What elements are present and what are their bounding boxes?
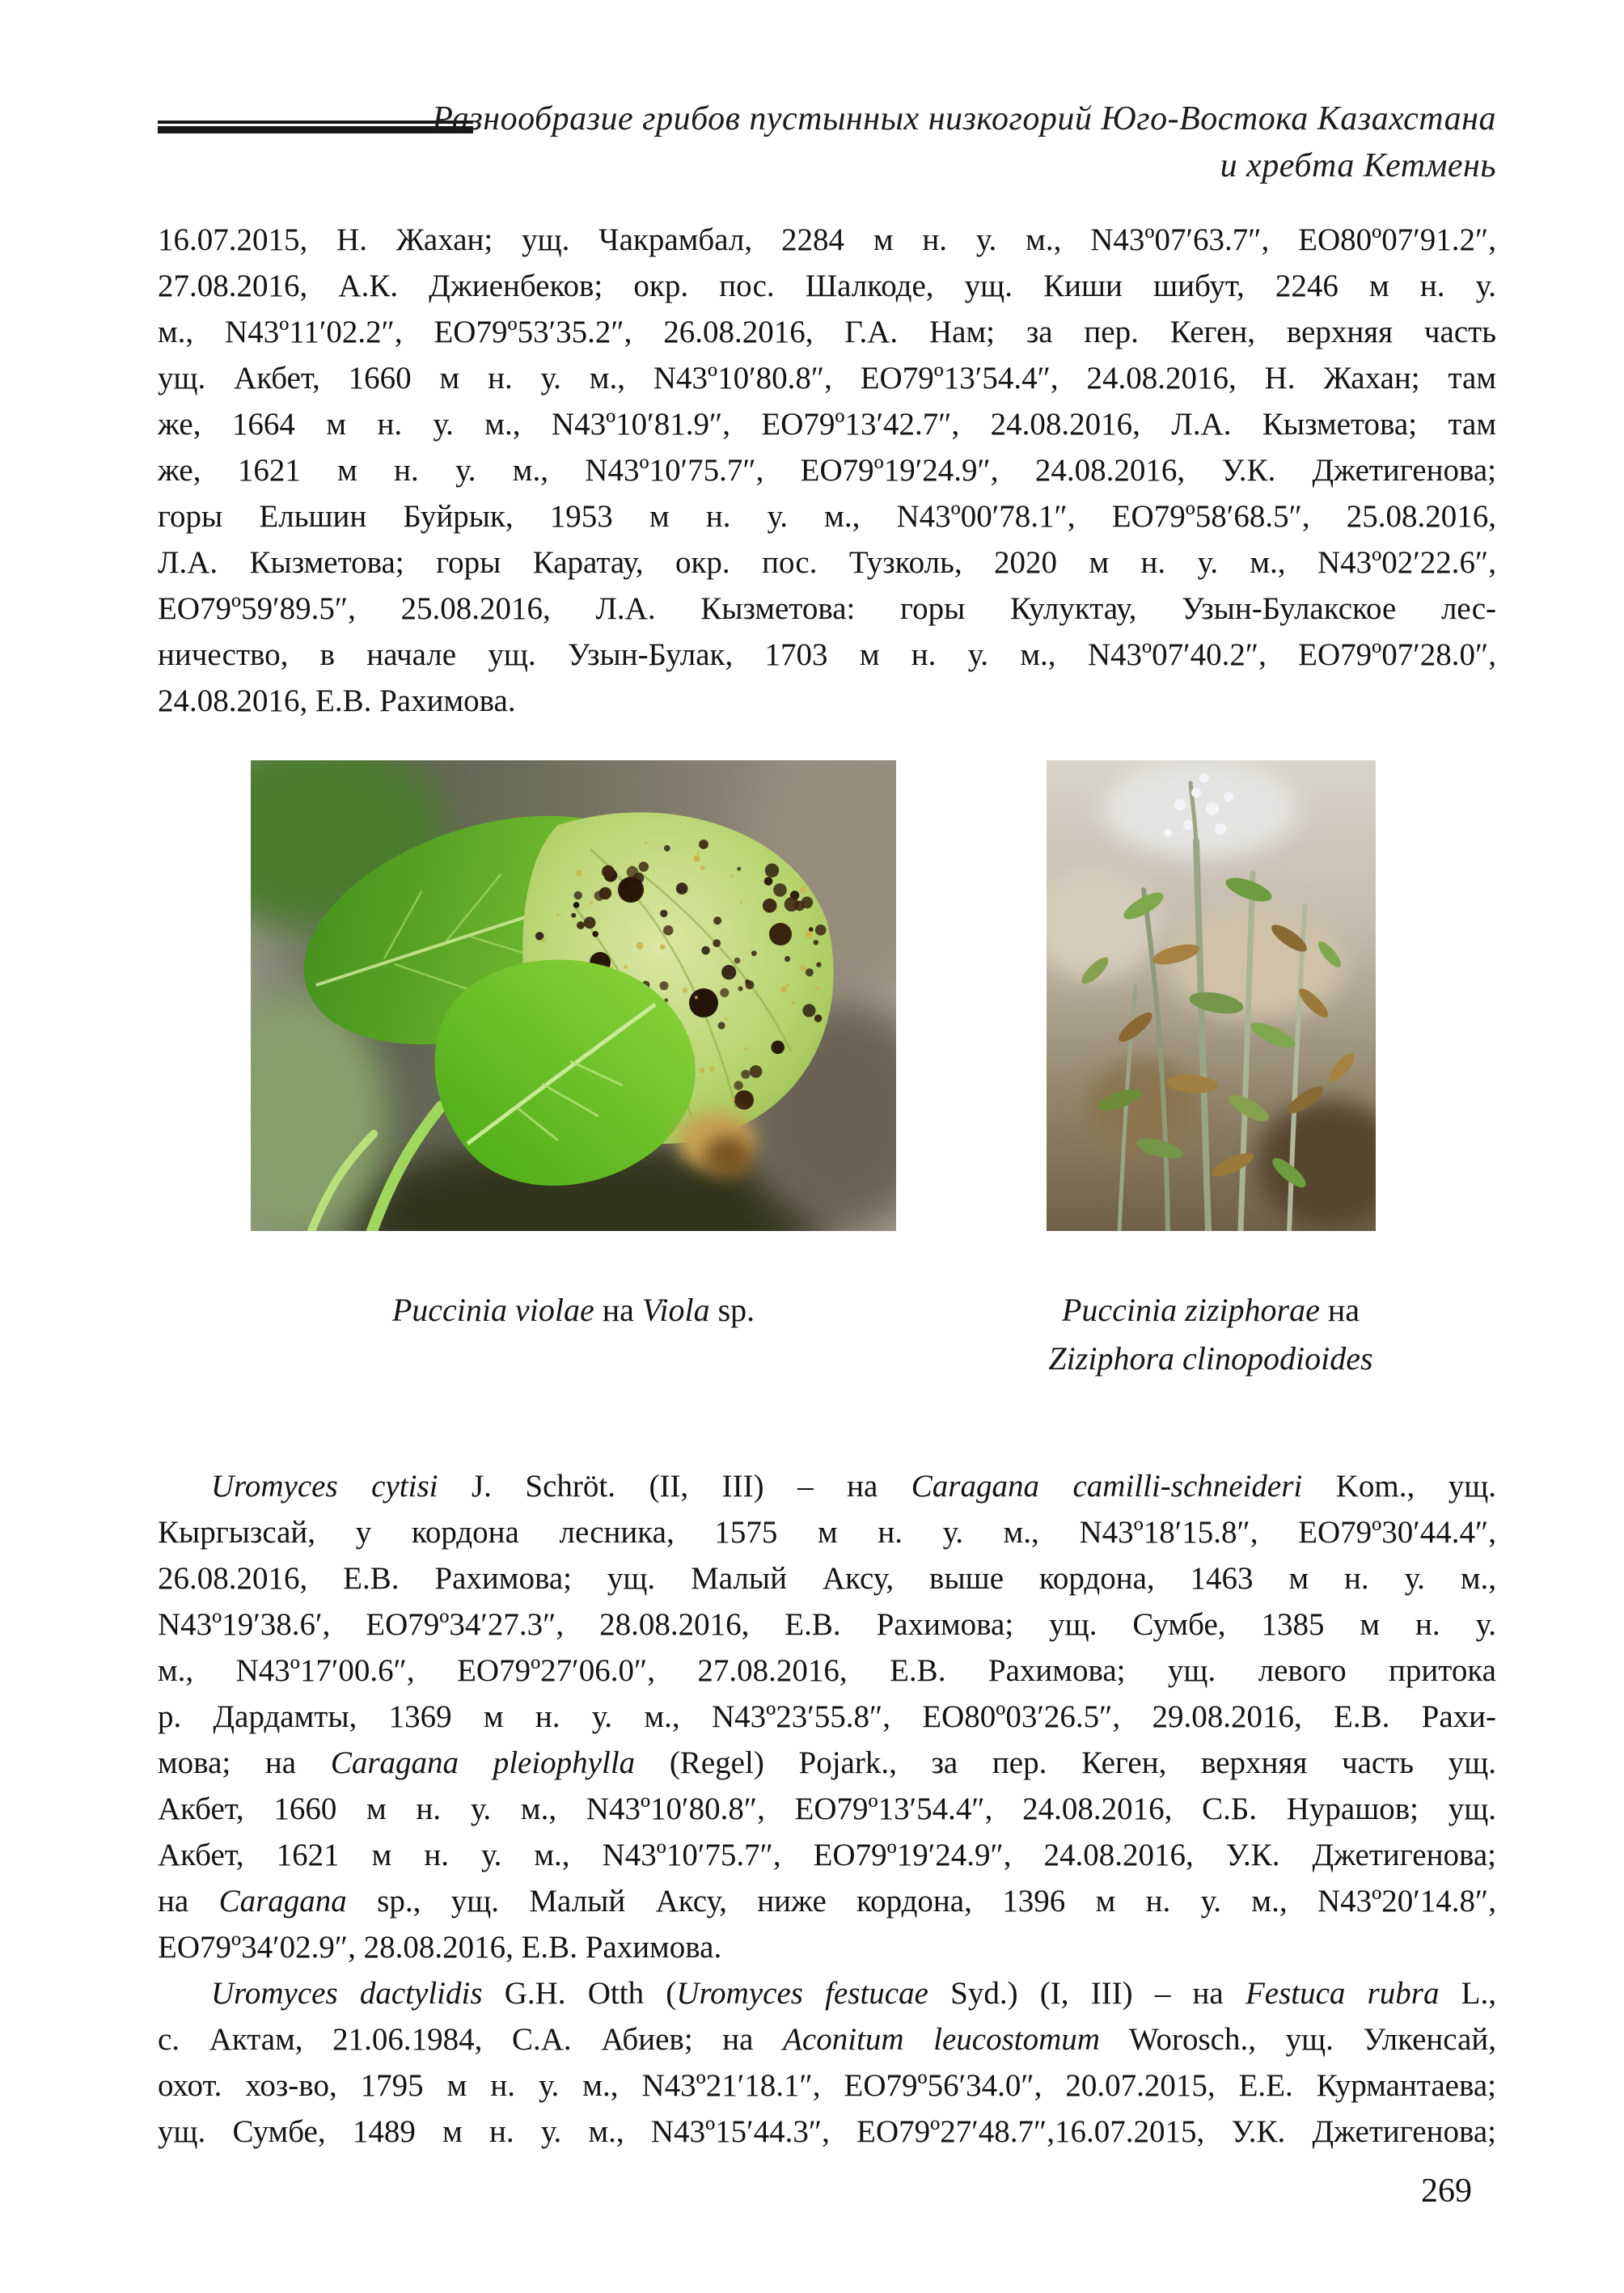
text-line: Uromyces dactylidis G.H. Otth (Uromyces festucae Syd.) (I, III) – на Festuca rubra L., [211, 1976, 1496, 2011]
text-line: Акбет, 1621 м н. у. м., N43º10′75.7″, ЕО79º19′24.9″, 24.08.2016, У.К. Джетигенова; [158, 1838, 1496, 1872]
text-line: же, 1621 м н. у. м., N43º10′75.7″, ЕО79º19′24.9″, 24.08.2016, У.К. Джетигенова; [158, 453, 1496, 488]
text-line: Uromyces cytisi J. Schröt. (II, III) – на Caragana camilli-schneideri Kom., ущ. [211, 1469, 1497, 1504]
header-rule-thick [158, 126, 473, 133]
text-line: охот. хоз-во, 1795 м н. у. м., N43º21′18.1″, ЕО79º56′34.0″, 20.07.2015, Е.Е. Курмантаева; [158, 2068, 1496, 2103]
text-line: м., N43º11′02.2″, ЕО79º53′35.2″, 26.08.2016, Г.А. Нам; за пер. Кеген, верхняя часть [158, 315, 1496, 349]
text-line: на Caragana sp., ущ. Малый Аксу, ниже кордона, 1396 м н. у. м., N43º20′14.8″, [158, 1884, 1496, 1919]
paragraph-uromyces-cytisi [158, 1463, 1496, 1970]
text-line: Кыргызсай, у кордона лесника, 1575 м н. у. м., N43º18′15.8″, ЕО79º30′44.4″, [158, 1515, 1496, 1550]
plant-photo-illustration [1047, 760, 1376, 1231]
leaf-photo-illustration [251, 760, 896, 1231]
paragraph-uromyces-dactylidis [158, 1970, 1496, 2155]
text-line: N43º19′38.6′, ЕО79º34′27.3″, 28.08.2016, Е.В. Рахимова; ущ. Сумбе, 1385 м н. у. [158, 1607, 1496, 1642]
text-line: 24.08.2016, Е.В. Рахимова. [158, 683, 516, 718]
text-line: 26.08.2016, Е.В. Рахимова; ущ. Малый Аксу, выше кордона, 1463 м н. у. м., [158, 1561, 1496, 1596]
figure-caption-line: Puccinia violae на Viola sp. [391, 1292, 755, 1328]
text-line: с. Актам, 21.06.1984, С.А. Абиев; на Aconitum leucostomum Worosch., ущ. Улкенсай, [158, 2022, 1497, 2057]
photo-puccinia-violae-on-viola [251, 760, 896, 1231]
text-line: Л.А. Кызметова; горы Каратау, окр. пос. Тузколь, 2020 м н. у. м., N43º02′22.6″, [158, 545, 1496, 580]
caption-puccinia-violae [251, 1286, 896, 1335]
figure-caption-line: Puccinia ziziphorae на [1061, 1292, 1360, 1328]
paragraph-locations [158, 217, 1496, 724]
text-line: ЕО79º34′02.9″, 28.08.2016, Е.В. Рахимова. [158, 1930, 722, 1965]
text-line: же, 1664 м н. у. м., N43º10′81.9″, ЕО79º13′42.7″, 24.08.2016, Л.А. Кызметова; там [158, 407, 1496, 442]
figure-caption-line: Ziziphora clinopodioides [1048, 1340, 1373, 1377]
header-double-rule [158, 121, 473, 133]
running-header-line2: и хребта Кетмень [1220, 147, 1496, 184]
page-number: 269 [1421, 2172, 1472, 2210]
figure-puccinia-ziziphorae [1047, 760, 1376, 1377]
text-line: ничество, в начале ущ. Узын-Булак, 1703 м н. у. м., N43º07′40.2″, ЕО79º07′28.0″, [158, 637, 1496, 672]
text-line: горы Ельшин Буйрык, 1953 м н. у. м., N43º00′78.1″, ЕО79º58′68.5″, 25.08.2016, [158, 499, 1496, 534]
text-line: ущ. Сумбе, 1489 м н. у. м., N43º15′44.3″, ЕО79º27′48.7″,16.07.2015, У.К. Джетигенова; [158, 2114, 1496, 2149]
text-line: Акбет, 1660 м н. у. м., N43º10′80.8″, ЕО79º13′54.4″, 24.08.2016, С.Б. Нурашов; ущ. [158, 1792, 1496, 1826]
header-rule-thin [158, 121, 473, 124]
caption-puccinia-ziziphorae [1000, 1286, 1421, 1383]
text-line: 16.07.2015, Н. Жахан; ущ. Чакрамбал, 2284 м н. у. м., N43º07′63.7″, ЕО80º07′91.2″, [158, 222, 1496, 257]
text-line: ЕО79º59′89.5″, 25.08.2016, Л.А. Кызметова: горы Кулуктау, Узын-Булакское лес- [158, 591, 1496, 626]
text-line: р. Дардамты, 1369 м н. у. м., N43º23′55.8″, ЕО80º03′26.5″, 29.08.2016, Е.В. Рахи- [158, 1699, 1496, 1734]
text-line: 27.08.2016, А.К. Джиенбеков; окр. пос. Шалкоде, ущ. Киши шибут, 2246 м н. у. [158, 269, 1496, 303]
running-header-line1: Разнообразие грибов пустынных низкогорий Юго-Востока Казахстана [432, 100, 1496, 137]
figure-puccinia-violae [251, 760, 896, 1328]
text-line: м., N43º17′00.6″, ЕО79º27′06.0″, 27.08.2016, Е.В. Рахимова; ущ. левого притока [158, 1653, 1496, 1688]
text-line: ущ. Акбет, 1660 м н. у. м., N43º10′80.8″, ЕО79º13′54.4″, 24.08.2016, Н. Жахан; там [158, 361, 1496, 396]
photo-puccinia-ziziphorae-on-ziziphora [1047, 760, 1376, 1231]
running-header [432, 95, 1496, 189]
text-line: мова; на Caragana pleiophylla (Regel) Pojark., за пер. Кеген, верхняя часть ущ. [158, 1745, 1496, 1780]
